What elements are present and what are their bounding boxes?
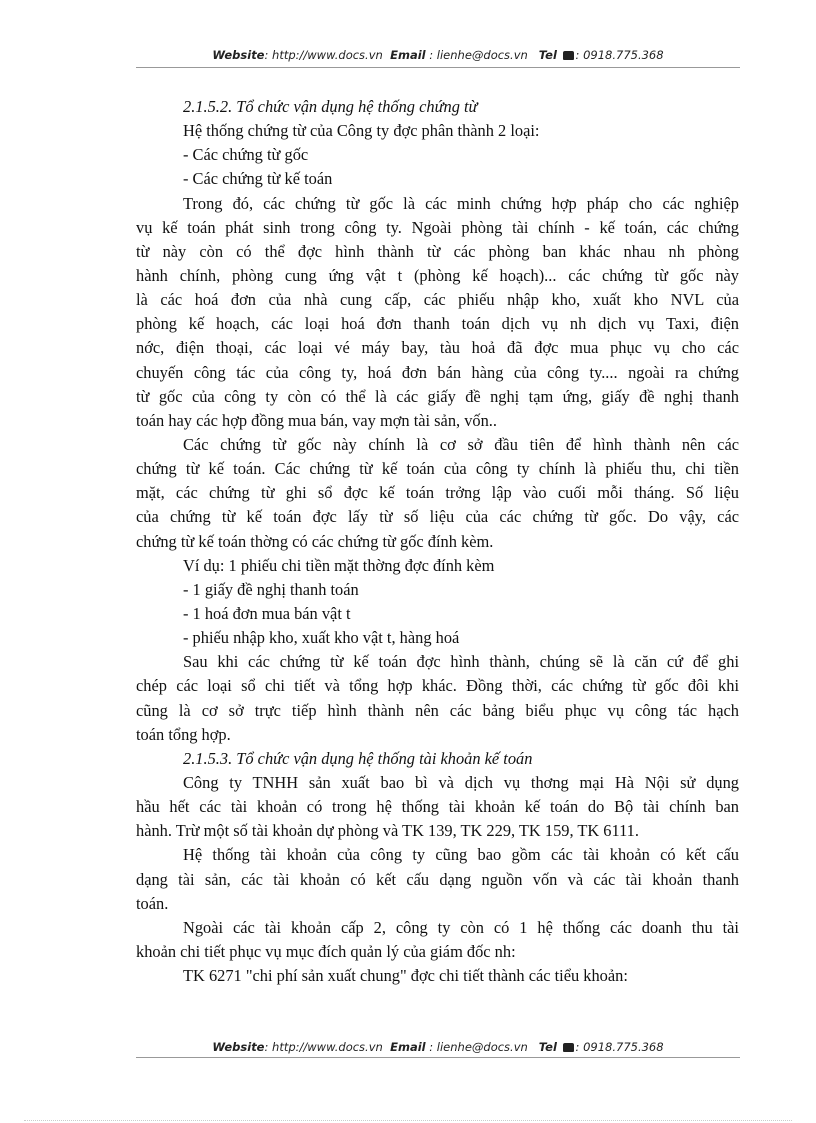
paragraph-line: Trong đó, các chứng từ gốc là các minh chứng hợp pháp cho các nghiệp	[183, 193, 739, 213]
paragraph-line: hành chính, phòng cung ứng vật t (phòng kế hoạch)... các chứng từ gốc này	[136, 265, 739, 285]
paragraph-line: khoản chi tiết phục vụ mục đích quản lý của giám đốc nh:	[136, 941, 516, 961]
list-item: - phiếu nhập kho, xuất kho vật t, hàng hoá	[183, 628, 460, 648]
page-header	[136, 48, 740, 62]
paragraph-line: là các hoá đơn của nhà cung cấp, các phiếu nhập kho, xuất kho NVL của	[136, 290, 739, 310]
section-heading-2-1-5-3: 2.1.5.3. Tổ chức vận dụng hệ thống tài khoản kế toán	[183, 748, 533, 768]
paragraph-line: chép các loại sổ chi tiết và tổng hợp khác. Đồng thời, các chứng từ gốc đôi khi	[136, 676, 739, 696]
paragraph-line: toán tổng hợp.	[136, 724, 231, 744]
paragraph-line: Sau khi các chứng từ kế toán đợc hình thành, chúng sẽ là căn cứ để ghi	[183, 652, 739, 672]
list-item: - Các chứng từ gốc	[183, 145, 309, 165]
page-edge-divider	[24, 1120, 792, 1121]
paragraph-line: chuyến công tác của công ty, hoá đơn bán hàng của công ty.... ngoài ra chứng	[136, 362, 739, 382]
footer-email-value: : lienhe@docs.vn	[429, 1040, 528, 1054]
header-email-label: Email	[390, 48, 426, 62]
footer-tel-value: : 0918.775.368	[575, 1040, 664, 1054]
section-heading-2-1-5-2: 2.1.5.2. Tổ chức vận dụng hệ thống chứng từ	[183, 97, 478, 116]
paragraph-line: chứng từ kế toán. Các chứng từ kế toán của công ty chính là phiếu thu, chi tiền	[136, 459, 739, 479]
footer-email-label: Email	[390, 1040, 426, 1054]
header-email-value: : lienhe@docs.vn	[429, 48, 528, 62]
phone-icon	[563, 51, 574, 60]
header-website-label: Website	[212, 48, 265, 62]
paragraph-line: Các chứng từ gốc này chính là cơ sở đầu tiên để hình thành nên các	[183, 434, 739, 454]
header-tel-label: Tel	[538, 48, 557, 62]
paragraph-line: Ngoài các tài khoản cấp 2, công ty còn có 1 hệ thống các doanh thu tài	[183, 917, 739, 937]
paragraph-line: Ví dụ: 1 phiếu chi tiền mặt thờng đợc đính kèm	[183, 555, 495, 575]
paragraph-line: TK 6271 "chi phí sản xuất chung" đợc chi tiết thành các tiểu khoản:	[183, 966, 628, 986]
paragraph-line: hành. Trừ một số tài khoản dự phòng và TK 139, TK 229, TK 159, TK 6111.	[136, 821, 639, 841]
paragraph-line: của chứng từ kế toán đợc lấy từ số liệu của các chứng từ gốc. Do vậy, các	[136, 507, 739, 527]
list-item: - 1 giấy đề nghị thanh toán	[183, 579, 359, 599]
footer-tel-label: Tel	[538, 1040, 557, 1054]
phone-icon	[563, 1043, 574, 1052]
paragraph-line: hầu hết các tài khoản có trong hệ thống tài khoản kế toán do Bộ tài chính ban	[136, 797, 739, 817]
paragraph-line: dạng tài sản, các tài khoản có kết cấu dạng nguồn vốn và các tài khoản thanh	[136, 869, 739, 889]
paragraph-line: Hệ thống chứng từ của Công ty đợc phân thành 2 loại:	[183, 121, 540, 141]
paragraph-line: vụ kế toán phát sinh trong công ty. Ngoài phòng tài chính - kế toán, các chứng	[136, 217, 739, 237]
page-footer	[136, 1040, 740, 1054]
footer-divider	[136, 1057, 740, 1058]
footer-website-label: Website	[212, 1040, 265, 1054]
header-divider	[136, 67, 740, 68]
header-tel-value: : 0918.775.368	[575, 48, 664, 62]
list-item: - 1 hoá đơn mua bán vật t	[183, 603, 351, 623]
paragraph-line: mặt, các chứng từ ghi sổ đợc kế toán trởng lập vào cuối mỗi tháng. Số liệu	[136, 483, 739, 503]
footer-website-value: : http://www.docs.vn	[264, 1040, 383, 1054]
list-item: - Các chứng từ kế toán	[183, 169, 333, 189]
paragraph-line: nớc, điện thoại, các loại vé máy bay, tàu hoả đã đợc mua phục vụ cho các	[136, 338, 739, 358]
paragraph-line: chứng từ kế toán thờng có các chứng từ gốc đính kèm.	[136, 531, 494, 551]
paragraph-line: Hệ thống tài khoản của công ty cũng bao gồm các tài khoản có kết cấu	[183, 845, 739, 865]
paragraph-line: toán hay các hợp đồng mua bán, vay mợn tài sản, vốn..	[136, 410, 497, 430]
paragraph-line: từ này còn có thể đợc hình thành từ các phòng ban khác nhau nh phòng	[136, 241, 739, 261]
paragraph-line: toán.	[136, 893, 169, 913]
paragraph-line: cũng là cơ sở trực tiếp hình thành nên các bảng biểu phục vụ công tác hạch	[136, 700, 739, 720]
paragraph-line: phòng kế hoạch, các loại hoá đơn thanh toán dịch vụ nh dịch vụ Taxi, điện	[136, 314, 739, 334]
header-website-value: : http://www.docs.vn	[264, 48, 383, 62]
document-body	[136, 95, 739, 988]
paragraph-line: Công ty TNHH sản xuất bao bì và dịch vụ thơng mại Hà Nội sử dụng	[183, 772, 739, 792]
paragraph-line: từ gốc của công ty còn có thể là các giấy đề nghị tạm ứng, giấy đề nghị thanh	[136, 386, 739, 406]
